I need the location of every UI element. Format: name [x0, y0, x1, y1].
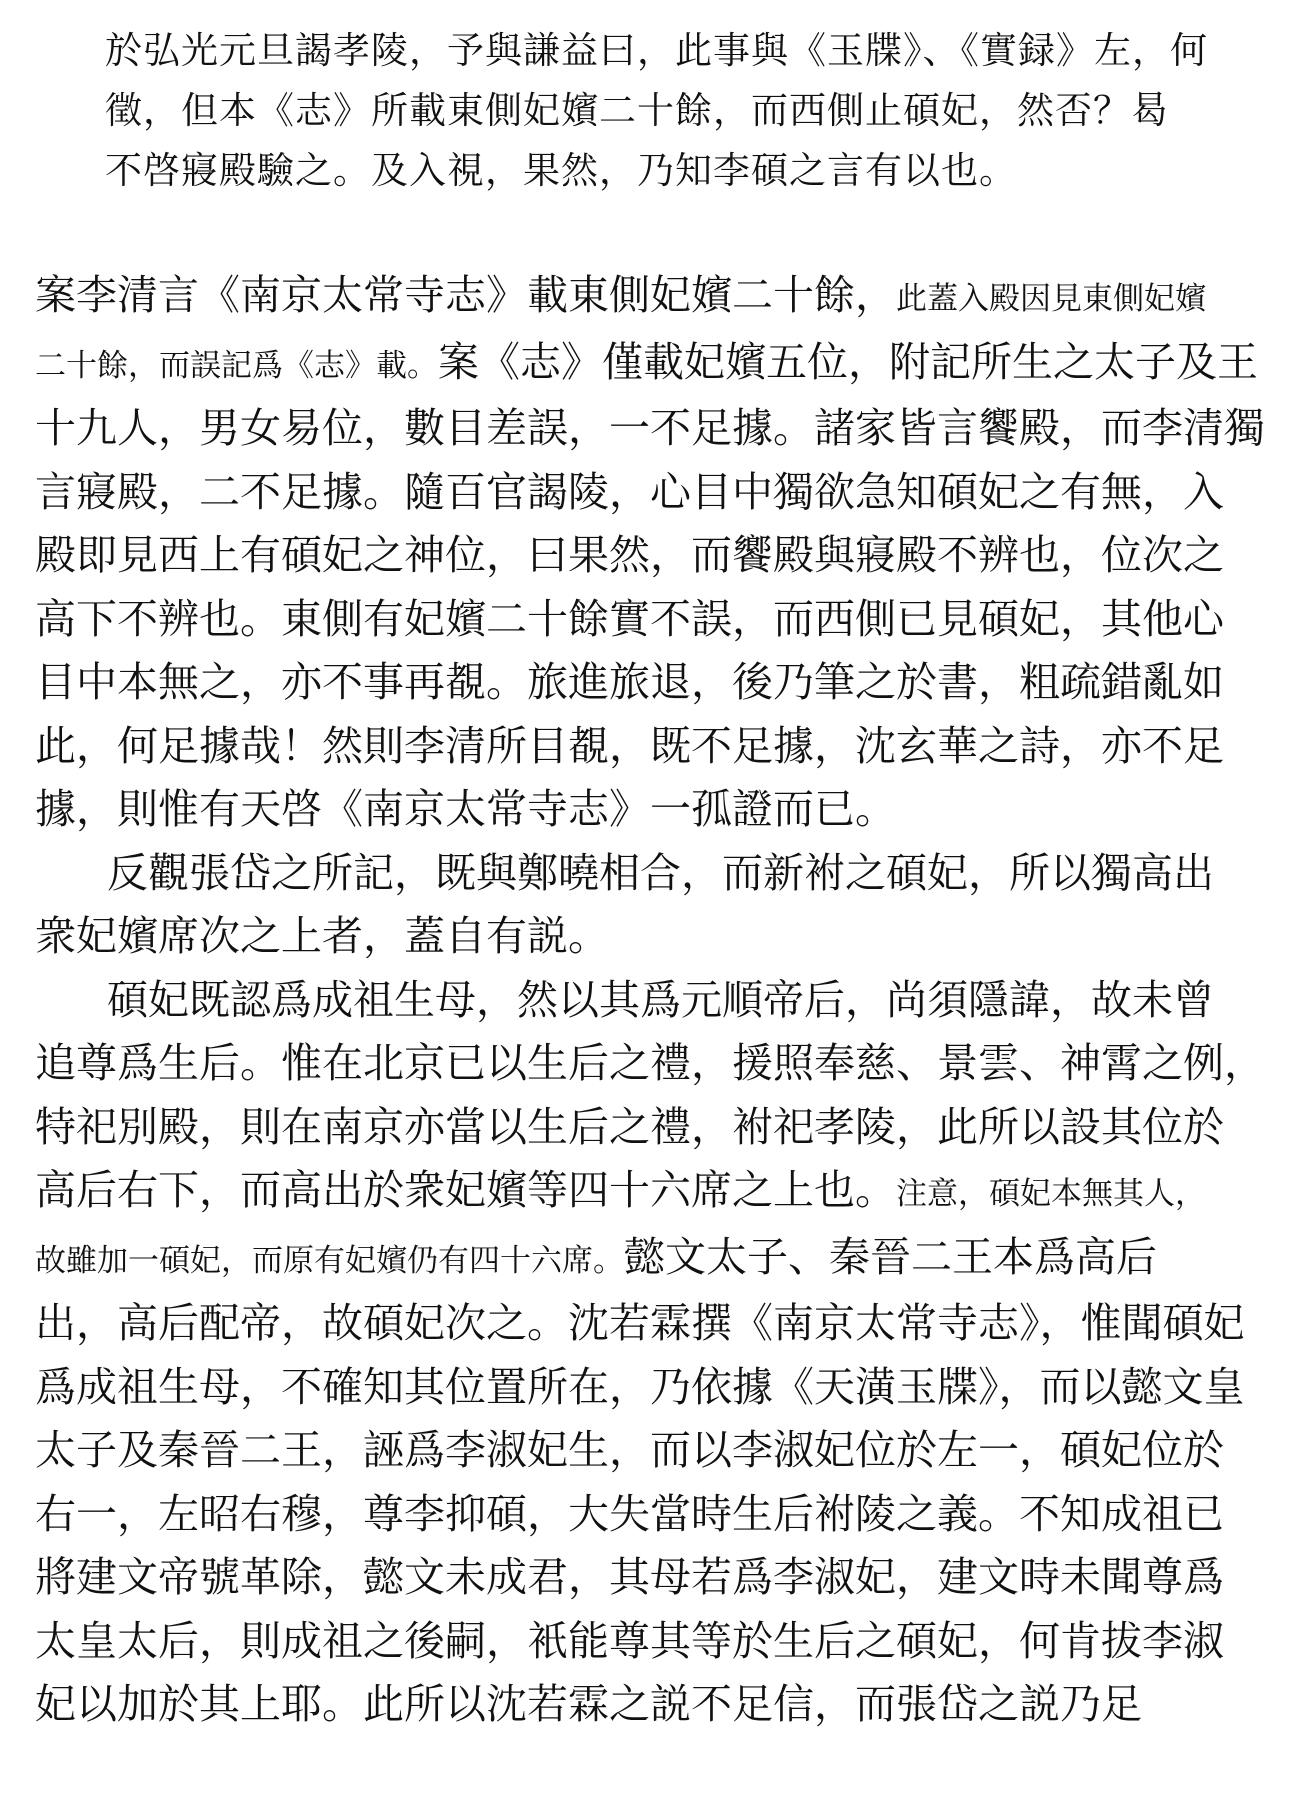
text-line	[35, 264, 1268, 331]
text-segment: 案李清言《南京太常寺志》載東側妃嬪二十餘，	[35, 272, 896, 318]
text-line: 據，則惟有天啓《南京太常寺志》一孤證而已。	[35, 786, 896, 832]
text-line: 目中本無之，亦不事再覩。旅進旅退，後乃筆之於書，粗疏錯亂如	[35, 659, 1224, 705]
inline-annotation: 此蓋入殿因見東側妃嬪	[896, 281, 1206, 316]
text-line: 殿即見西上有碩妃之神位，曰果然，而饗殿與寢殿不辨也，位次之	[35, 532, 1224, 578]
text-line: 言寢殿，二不足據。隨百官謁陵，心目中獨欲急知碩妃之有無，入	[35, 468, 1224, 515]
text-line	[35, 1226, 1268, 1293]
text-line: 反觀張岱之所記，既與鄭曉相合，而新袝之碩妃，所以獨高出	[107, 849, 1214, 896]
text-line: 衆妃嬪席次之上者，蓋自有説。	[35, 913, 609, 959]
main-text-block	[35, 264, 1268, 1737]
text-segment: 案《志》僅載妃嬪五位，附記所生之太子及王	[438, 338, 1258, 385]
inline-annotation: 故雖加一碩妃，而原有妃嬪仍有四十六席。	[35, 1242, 624, 1278]
paragraph-fan-guan	[35, 842, 1268, 969]
text-segment: 懿文太子、秦晉二王本爲高后	[624, 1233, 1157, 1280]
inline-annotation: 二十餘，而誤記爲《志》載。	[35, 347, 438, 383]
text-line: 太子及秦晉二王，誣爲李淑妃生，而以李淑妃位於左一，碩妃位於	[35, 1427, 1224, 1473]
text-line	[35, 331, 1268, 398]
text-line: 此，何足據哉！然則李清所目覩，既不足據，沈玄華之詩，亦不足	[35, 722, 1224, 769]
text-line: 特祀別殿，則在南京亦當以生后之禮，袝祀孝陵，此所以設其位於	[35, 1103, 1224, 1150]
paragraph-shuo-fei	[35, 969, 1268, 1737]
inline-annotation: 注意，碩妃本無其人，	[896, 1176, 1206, 1211]
quote-block	[105, 22, 1208, 202]
text-line: 十九人，男女易位，數目差誤，一不足據。諸家皆言饗殿，而李清獨	[35, 405, 1265, 451]
quote-line: 不啓寢殿驗之。及入視，果然，乃知李碩之言有以也。	[105, 151, 1017, 192]
text-line: 追尊爲生后。惟在北京已以生后之禮，援照奉慈、景雲、神霄之例，	[35, 1040, 1265, 1086]
quote-line: 於弘光元旦謁孝陵，予與謙益曰，此事與《玉牒》、《實録》左，何	[105, 31, 1208, 72]
text-line	[35, 1159, 1268, 1226]
text-segment: 高后右下，而高出於衆妃嬪等四十六席之上也。	[35, 1167, 896, 1213]
text-line: 太皇太后，則成祖之後嗣，衹能尊其等於生后之碩妃，何肯拔李淑	[35, 1617, 1224, 1664]
text-line: 妃以加於其上耶。此所以沈若霖之説不足信，而張岱之説乃足	[35, 1681, 1142, 1727]
text-line: 爲成祖生母，不確知其位置所在，乃依據《天潢玉牒》，而以懿文皇	[35, 1363, 1245, 1410]
text-line: 出，高后配帝，故碩妃次之。沈若霖撰《南京太常寺志》，惟聞碩妃	[35, 1300, 1245, 1346]
text-line: 高下不辨也。東側有妃嬪二十餘實不誤，而西側已見碩妃，其他心	[35, 595, 1224, 642]
text-line: 右一，左昭右穆，尊李抑碩，大失當時生后袝陵之義。不知成祖已	[35, 1490, 1224, 1537]
quote-line: 徵，但本《志》所載東側妃嬪二十餘，而西側止碩妃，然否？曷	[105, 91, 1169, 132]
paragraph-an-li-qing	[35, 264, 1268, 842]
text-line: 碩妃既認爲成祖生母，然以其爲元順帝后，尚須隱諱，故未曾	[107, 976, 1214, 1023]
text-line: 將建文帝號革除，懿文未成君，其母若爲李淑妃，建文時未聞尊爲	[35, 1554, 1224, 1600]
